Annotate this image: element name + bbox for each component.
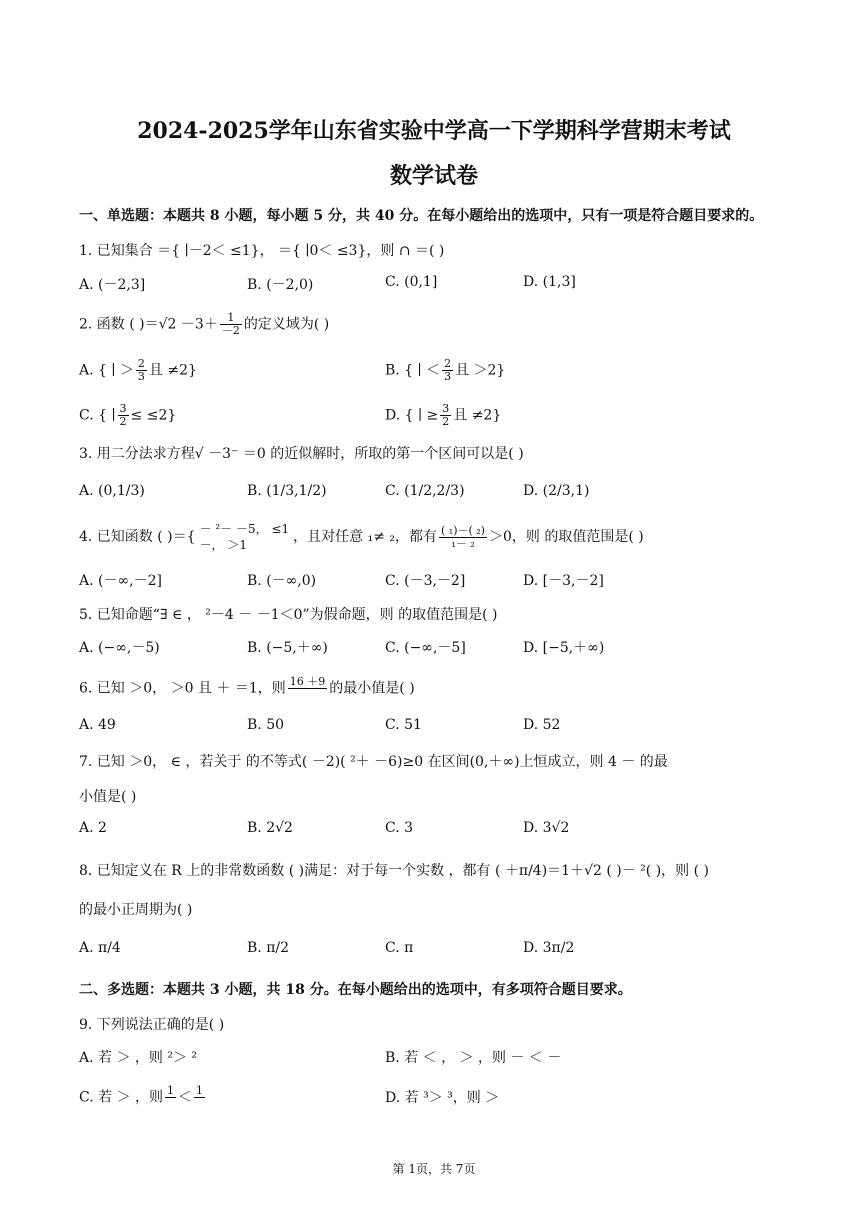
section-2-heading: 二、多选题：本题共 3 小题，共 18 分。在每小题给出的选项中，有多项符合题目要求。: [79, 982, 632, 998]
q6-stem: 6. 已知 ＞0， ＞0 且 ＋ ＝1，则 16 ＋9 的最小值是( ): [79, 676, 415, 701]
q8-stem-line1: 8. 已知定义在 R 上的非常数函数 ( )满足：对于每一个实数 ，都有 ( ＋π/4)＝1＋√2 ( )－ ²( )，则 ( ): [79, 863, 709, 879]
q5-option-b: B. (−5,＋∞): [247, 640, 328, 656]
q9-option-c: C. 若 ＞ ，则 1 ＜ 1: [79, 1084, 204, 1106]
q4-option-b: B. (－∞,0): [247, 573, 317, 589]
q9-option-d: D. 若 ³＞ ³，则 ＞: [385, 1090, 500, 1106]
q1-option-c: C. (0,1]: [385, 274, 438, 290]
q5-option-d: D. [−5,＋∞): [523, 640, 605, 656]
q3-option-a: A. (0,1/3): [79, 483, 145, 499]
q3-option-c: C. (1/2,2/3): [385, 483, 465, 499]
q2-option-a: A. { ∣ ＞ $\frac{2}{3}$ 且 ≠2}: [79, 357, 197, 383]
q5-option-a: A. (−∞,－5): [79, 640, 160, 656]
q7-stem-line1: 7. 已知 ＞0， ∈ ，若关于 的不等式( －2)( ²＋ －6)≥0 在区间(0,＋∞)上恒成立，则 4 － 的最: [79, 754, 668, 770]
q6-option-d: D. 52: [523, 717, 561, 733]
q5-stem: 5. 已知命题“∃ ∈ ， ²－4 － －1＜0”为假命题，则 的取值范围是( ): [79, 607, 498, 623]
section-1-heading: 一、单选题：本题共 8 小题，每小题 5 分，共 40 分。在每小题给出的选项中，只有一项是符合题目要求的。: [79, 208, 764, 224]
q4-fraction: $\frac{\text{( ₁)－( ₂)}}{\text{₁－ ₂}}$: [441, 523, 485, 550]
q8-option-d: D. 3π/2: [523, 940, 575, 956]
q1-stem: 1. 已知集合 ＝{ ∣－2＜ ≤1}， ＝{ ∣0＜ ≤3}，则 ∩ ＝( ): [79, 243, 445, 259]
q4-stem: 4. 已知函数 ( )＝{ － ²－ －5， ≤1 －， ＞1 ，且对任意 ₁≠ ₂，都有 $\frac{\text{( ₁)－( ₂)}}{\text{₁－ ₂}}$ ＞0，则 的取值范围是( ): [79, 522, 644, 552]
q2-fraction: $\frac{1}{-2}$: [221, 311, 240, 337]
q7-option-b: B. 2√2: [247, 820, 293, 836]
q4-option-d: D. [－3,－2]: [523, 573, 604, 589]
q3-stem: 3. 用二分法求方程√ －3⁻ ＝0 的近似解时，所取的第一个区间可以是( ): [79, 446, 524, 462]
q3-option-d: D. (2/3,1): [523, 483, 590, 499]
q8-stem-line2: 的最小正周期为( ): [79, 902, 193, 918]
q4-option-c: C. (－3,－2]: [385, 573, 466, 589]
q6-option-c: C. 51: [385, 717, 422, 733]
q2-stem: 2. 函数 ( )＝√2 －3＋ $\frac{1}{-2}$ 的定义域为( ): [79, 311, 330, 337]
q2-option-c: C. { ∣ $\frac{3}{2}$ ≤ ≤2}: [79, 402, 177, 428]
q8-option-c: C. π: [385, 940, 414, 956]
page-footer: 第 1页，共 7页: [392, 1162, 476, 1176]
q1-option-b: B. (－2,0): [247, 277, 314, 293]
q7-option-c: C. 3: [385, 820, 414, 836]
q2-option-b: B. { ∣ ＜ $\frac{2}{3}$ 且 ＞2}: [385, 357, 506, 383]
q9-option-b: B. 若 ＜ ， ＞ ，则 － ＜ －: [385, 1050, 562, 1066]
q1-option-d: D. (1,3]: [523, 274, 576, 290]
q6-option-a: A. 49: [79, 717, 116, 733]
q8-option-b: B. π/2: [247, 940, 290, 956]
q8-option-a: A. π/4: [79, 940, 121, 956]
q7-stem-line2: 小值是( ): [79, 789, 137, 805]
q6-option-b: B. 50: [247, 717, 285, 733]
q9-option-a: A. 若 ＞ ，则 ²＞ ²: [79, 1050, 198, 1066]
q5-option-c: C. (−∞,－5]: [385, 640, 466, 656]
exam-subtitle: 数学试卷: [389, 163, 478, 189]
q7-option-a: A. 2: [79, 820, 107, 836]
q1-option-a: A. (－2,3]: [79, 277, 146, 293]
q3-option-b: B. (1/3,1/2): [247, 483, 327, 499]
q4-option-a: A. (－∞,－2]: [79, 573, 162, 589]
q4-piecewise: － ²－ －5， ≤1 －， ＞1: [199, 522, 290, 552]
q6-fraction: 16 ＋9: [289, 675, 326, 688]
exam-title: 2024-2025学年山东省实验中学高一下学期科学营期末考试: [137, 118, 731, 144]
q2-option-d: D. { ∣ ≥ $\frac{3}{2}$ 且 ≠2}: [385, 402, 502, 428]
q7-option-d: D. 3√2: [523, 820, 570, 836]
q9-stem: 9. 下列说法正确的是( ): [79, 1017, 225, 1033]
